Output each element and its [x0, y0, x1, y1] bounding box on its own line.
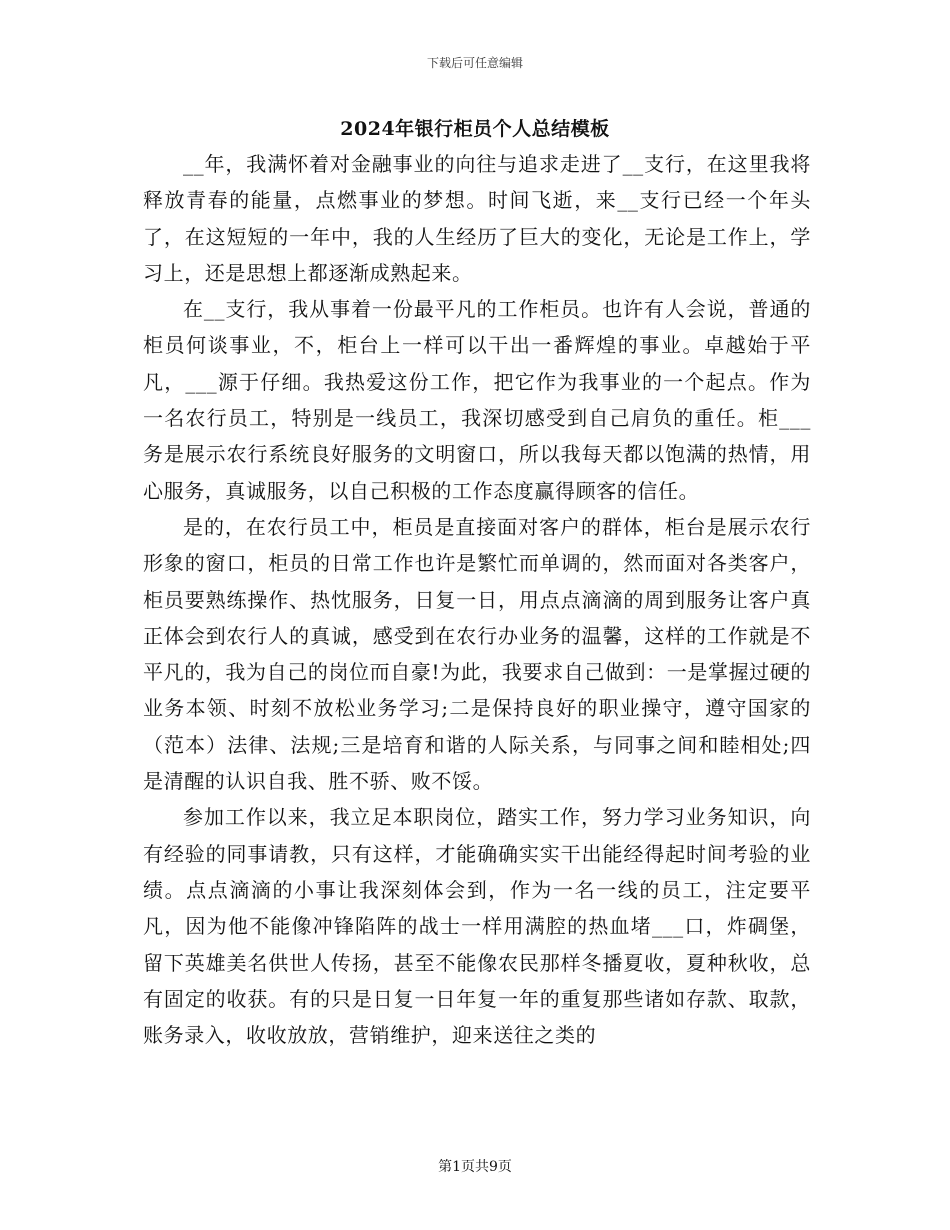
- page-number: 第1页共9页: [438, 1159, 512, 1175]
- document-title: 2024年银行柜员个人总结模板: [340, 118, 610, 140]
- paragraph: 参加工作以来，我立足本职岗位，踏实工作，努力学习业务知识，向有经验的同事请教，只有这样，才能确确实实干出能经得起时间考验的业绩。点点滴滴的小事让我深刻体会到，作为一名一线的员工，注定要平凡，因为他不能像冲锋陷阵的战士一样用满腔的热血堵___口，炸碉堡，留下英雄美名供世人传扬，甚至不能像农民那样冬播夏收，夏种秋收，总有固定的收获。有的只是日复一日年复一年的重复那些诸如存款、取款，账务录入，收收放放，营销维护，迎来送往之类的: [143, 805, 811, 1048]
- document-body: [143, 146, 811, 1053]
- paragraph: 是的，在农行员工中，柜员是直接面对客户的群体，柜台是展示农行形象的窗口，柜员的日常工作也许是繁忙而单调的，然而面对各类客户，柜员要熟练操作、热忱服务，日复一日，用点点滴滴的周到服务让客户真正体会到农行人的真诚，感受到在农行办业务的温馨，这样的工作就是不平凡的，我为自己的岗位而自豪!为此，我要求自己做到：一是掌握过硬的业务本领、时刻不放松业务学习;二是保持良好的职业操守，遵守国家的（范本）法律、法规;三是培育和谐的人际关系，与同事之间和睦相处;四是清醒的认识自我、胜不骄、败不馁。: [143, 514, 811, 794]
- paragraph: __年，我满怀着对金融事业的向往与追求走进了__支行，在这里我将释放青春的能量，点燃事业的梦想。时间飞逝，来__支行已经一个年头了，在这短短的一年中，我的人生经历了巨大的变化，无论是工作上，学习上，还是思想上都逐渐成熟起来。: [143, 152, 811, 285]
- paragraph: 在__支行，我从事着一份最平凡的工作柜员。也许有人会说，普通的柜员何谈事业，不，柜台上一样可以干出一番辉煌的事业。卓越始于平凡，___源于仔细。我热爱这份工作，把它作为我事业的一个起点。作为一名农行员工，特别是一线员工，我深切感受到自己肩负的重任。柜___务是展示农行系统良好服务的文明窗口，所以我每天都以饱满的热情，用心服务，真诚服务，以自己积极的工作态度赢得顾客的信任。: [143, 297, 811, 503]
- page-header-note: 下载后可任意编辑: [426, 56, 523, 70]
